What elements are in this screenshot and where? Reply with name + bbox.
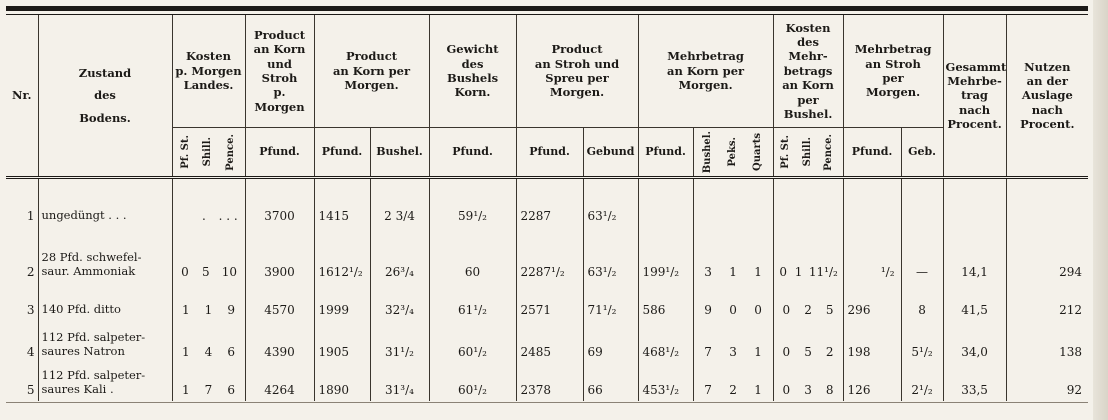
cell-kosten-pence: 10 (221, 265, 238, 279)
subheader-ms-pfund: Pfund. (843, 128, 901, 178)
header-ps-line2: an Stroh und (534, 56, 620, 71)
cell-km-pfst: 0 (779, 265, 788, 279)
cell-nr: 4 (26, 345, 35, 359)
cell-condition (38, 283, 172, 321)
header-gew-line1: Gewicht (446, 42, 499, 57)
cell-gesammt: 14,1 (943, 227, 1006, 283)
cell-condition-line: saur. Ammoniak (41, 264, 136, 279)
cell-nutzen: 138 (1006, 321, 1088, 363)
header-gewicht (429, 15, 516, 128)
cell-condition (38, 178, 172, 228)
cell-mk-bushel: 3 (704, 265, 712, 279)
cell-nr: 3 (26, 303, 35, 317)
bottom-rule (6, 402, 1088, 403)
cell-nr: 2 (26, 265, 35, 279)
cell-mehr-stroh-geb: 2¹/₂ (901, 363, 943, 401)
header-ges-line1: Gesammt (945, 59, 1007, 74)
cell-km-pence: 5 (825, 303, 834, 317)
cell-condition-line: 112 Pfd. salpeter- (41, 330, 146, 345)
header-pk-line1: Product (345, 49, 398, 64)
cell-mehr-stroh-geb: 5¹/₂ (901, 321, 943, 363)
header-ms-line3: per (882, 71, 904, 85)
header-nr: Nr. (6, 15, 38, 178)
cell-gewicht: 59¹/₂ (429, 178, 516, 228)
top-thick-rule (6, 6, 1088, 11)
header-pks-line1: Product (253, 27, 306, 42)
cell-condition-line: 28 Pfd. schwefel- (41, 250, 142, 265)
header-product-stroh (516, 15, 638, 128)
cell-kosten-shill: 1 (204, 303, 213, 317)
header-gew-line2: des (461, 56, 484, 71)
cell-kosten (172, 227, 245, 283)
cell-mehr-korn-pfund: 199¹/₂ (638, 227, 693, 283)
cell-mehr-korn-units (693, 283, 773, 321)
subheader-gew-pfund: Pfund. (429, 128, 516, 178)
cell-mk-quarts: 0 (754, 303, 762, 317)
header-pks-line4: p. Morgen (254, 85, 305, 114)
header-ms-line1: Mehrbetrag (854, 42, 932, 57)
header-km-line3: betrags (783, 63, 833, 78)
subheader-mk-bushel: Bushel. (701, 130, 713, 174)
cell-kosten-pence: . . . (218, 209, 238, 223)
header-mk-line2: an Korn per (667, 63, 745, 78)
subheader-pks-pfund: Pfund. (245, 128, 314, 178)
cell-gesammt: 41,5 (943, 283, 1006, 321)
cell-gewicht: 61¹/₂ (429, 283, 516, 321)
cell-mehr-stroh-pfund: ¹/₂ (843, 227, 901, 283)
header-mehrbetrag-stroh (843, 15, 943, 128)
cell-condition-line: saures Natron (41, 344, 125, 359)
cell-product-korn-bushel: 31³/₄ (370, 363, 429, 401)
cell-mehr-korn-pfund (638, 178, 693, 228)
cell-product-korn-stroh: 4390 (245, 321, 314, 363)
cell-km-pfst: 0 (782, 383, 791, 397)
subheader-km-pfst: Pf. St. (780, 135, 792, 169)
cell-mehr-korn-units (693, 363, 773, 401)
cell-gewicht: 60¹/₂ (429, 321, 516, 363)
cell-mehr-stroh-geb: — (901, 227, 943, 283)
cell-condition (38, 321, 172, 363)
cell-nr: 1 (26, 209, 35, 223)
subheader-mk-pfund: Pfund. (638, 128, 693, 178)
header-zustand (38, 15, 172, 178)
book-spine-edge (1093, 0, 1108, 420)
header-gesammt (943, 15, 1006, 178)
cell-product-korn-bushel: 2 3/4 (370, 178, 429, 228)
cell-product-korn-pfund: 1999 (314, 283, 370, 321)
cell-mehr-stroh-pfund: 126 (843, 363, 901, 401)
cell-km-shill: 2 (804, 303, 812, 317)
cell-condition-line: 112 Pfd. salpeter- (41, 368, 146, 383)
cell-product-korn-pfund: 1905 (314, 321, 370, 363)
cell-mk-peks: 1 (729, 265, 737, 279)
header-nutzen (1006, 15, 1088, 178)
header-nutz-line5: Procent. (1020, 117, 1075, 132)
subheader-kosten-units (172, 128, 245, 178)
cell-kosten-pence: 6 (227, 383, 235, 397)
cell-mehr-korn-units (693, 227, 773, 283)
subheader-pk-pfund: Pfund. (314, 128, 370, 178)
header-km-line2: Mehr- (788, 49, 828, 64)
cell-condition (38, 363, 172, 401)
cell-km-pfst: 0 (782, 345, 791, 359)
cell-product-stroh-pfund: 2485 (516, 321, 583, 363)
subheader-mk-units (693, 128, 773, 178)
subheader-km-units (773, 128, 843, 178)
table-row (6, 283, 1088, 321)
header-km-line4: an Korn (782, 78, 834, 93)
subheader-kosten-pence: Pence. (224, 133, 236, 171)
subheader-ps-gebund: Gebund (583, 128, 638, 178)
header-ges-line2: Mehrbe- (947, 73, 1002, 88)
cell-gewicht: 60¹/₂ (429, 363, 516, 401)
subheader-kosten-pfst: Pf. St. (179, 135, 191, 169)
cell-km-shill: 5 (804, 345, 812, 359)
cell-kosten-pfst: 1 (182, 345, 190, 359)
header-km-line6: Bushel. (783, 106, 833, 121)
cell-km-pence: 11¹/₂ (808, 265, 838, 279)
subheader-kosten-shill: Shill. (202, 137, 214, 167)
cell-mehr-stroh-pfund: 296 (843, 283, 901, 321)
cell-product-stroh-pfund: 2571 (516, 283, 583, 321)
cell-product-stroh-pfund: 2287 (516, 178, 583, 228)
cell-product-stroh-gebund: 63¹/₂ (583, 227, 638, 283)
header-kosten-line3: Landes. (183, 78, 234, 93)
header-kosten (172, 15, 245, 128)
cell-product-stroh-gebund: 69 (583, 321, 638, 363)
cell-mk-peks: 2 (729, 383, 737, 397)
cell-mehr-korn-units (693, 178, 773, 228)
cell-kosten-mehr (773, 283, 843, 321)
header-mehrbetrag-korn (638, 15, 773, 128)
cell-product-korn-pfund: 1415 (314, 178, 370, 228)
header-ges-line3: trag (961, 88, 988, 103)
cell-mk-quarts: 1 (754, 345, 762, 359)
header-product-korn (314, 15, 429, 128)
cell-kosten-mehr (773, 363, 843, 401)
cell-gesammt: 34,0 (943, 321, 1006, 363)
cell-mehr-stroh-geb: 8 (901, 283, 943, 321)
cell-mehr-stroh-geb (901, 178, 943, 228)
header-ps-line3: Spreu per (545, 71, 609, 85)
cell-product-stroh-gebund: 63¹/₂ (583, 178, 638, 228)
cell-product-korn-stroh: 4570 (245, 283, 314, 321)
table-row (6, 321, 1088, 363)
header-ms-line4: Morgen. (865, 85, 921, 100)
subheader-km-shill: Shill. (801, 137, 813, 167)
cell-kosten-shill: . (202, 209, 206, 223)
table-row (6, 227, 1088, 283)
header-pks-line2: an Korn (253, 42, 306, 57)
cell-km-shill: 1 (794, 265, 803, 279)
header-nutz-line1: Nutzen (1024, 59, 1071, 74)
cell-condition (38, 227, 172, 283)
cell-product-stroh-gebund: 66 (583, 363, 638, 401)
cell-gewicht: 60 (429, 227, 516, 283)
header-nutz-line2: an der (1026, 73, 1068, 88)
cell-kosten-shill: 4 (204, 345, 213, 359)
cell-kosten-pfst (179, 209, 189, 223)
cell-kosten-shill: 5 (202, 265, 210, 279)
cell-mk-bushel: 9 (704, 303, 712, 317)
subheader-mk-quarts: Quarts (751, 133, 763, 171)
header-pks-line3: und Stroh (261, 56, 298, 85)
subheader-pk-bushel: Bushel. (370, 128, 429, 178)
cell-mk-peks: 0 (729, 303, 737, 317)
cell-product-korn-bushel: 26³/₄ (370, 227, 429, 283)
cell-km-pence: 8 (825, 383, 834, 397)
subheader-km-pence: Pence. (823, 133, 835, 171)
cell-product-korn-pfund: 1612¹/₂ (314, 227, 370, 283)
fertilizer-yield-table (6, 15, 1088, 401)
cell-kosten-mehr (773, 178, 843, 228)
cell-mehr-korn-units (693, 321, 773, 363)
cell-mk-bushel: 7 (704, 345, 712, 359)
header-product-korn-stroh (245, 15, 314, 128)
header-gew-line3: Bushels (446, 71, 499, 85)
header-ms-line2: an Stroh (865, 56, 921, 71)
cell-kosten (172, 321, 245, 363)
cell-product-korn-bushel: 32³/₄ (370, 283, 429, 321)
cell-kosten (172, 363, 245, 401)
subheader-mk-peks: Peks. (726, 137, 738, 167)
cell-gesammt: 33,5 (943, 363, 1006, 401)
header-kosten-line2: p. Morgen (175, 63, 242, 78)
cell-condition-line: 140 Pfd. ditto (41, 302, 121, 317)
table-row (6, 363, 1088, 401)
cell-nutzen: 294 (1006, 227, 1088, 283)
header-kosten-mehrbetrag (773, 15, 843, 128)
cell-kosten (172, 283, 245, 321)
cell-nutzen (1006, 178, 1088, 228)
cell-mehr-korn-pfund: 468¹/₂ (638, 321, 693, 363)
cell-kosten-mehr (773, 321, 843, 363)
cell-kosten-shill: 7 (204, 383, 213, 397)
cell-mehr-stroh-pfund: 198 (843, 321, 901, 363)
cell-mk-bushel: 7 (704, 383, 712, 397)
cell-condition-line: saures Kali . (41, 382, 114, 397)
header-pk-line2: an Korn per (332, 63, 411, 78)
cell-kosten-pfst: 1 (182, 383, 190, 397)
cell-mk-quarts: 1 (754, 383, 762, 397)
cell-km-pfst: 0 (782, 303, 791, 317)
header-km-line5: per (797, 92, 819, 107)
cell-kosten-mehr (773, 227, 843, 283)
cell-kosten-pfst: 1 (182, 303, 190, 317)
header-pk-line3: Morgen. (344, 78, 399, 93)
cell-kosten-pence: 6 (227, 345, 235, 359)
header-ps-line1: Product (551, 42, 603, 57)
cell-product-stroh-pfund: 2378 (516, 363, 583, 401)
cell-product-korn-bushel: 31¹/₂ (370, 321, 429, 363)
cell-mehr-stroh-pfund (843, 178, 901, 228)
cell-kosten (172, 178, 245, 228)
header-zustand-line3: Bodens. (79, 110, 131, 125)
cell-mk-peks: 3 (729, 345, 737, 359)
cell-kosten-pence: 9 (227, 303, 235, 317)
cell-product-stroh-pfund: 2287¹/₂ (516, 227, 583, 283)
cell-mk-quarts: 1 (754, 265, 762, 279)
cell-nr: 5 (26, 383, 35, 397)
subheader-ms-geb: Geb. (901, 128, 943, 178)
header-zustand-line2: des (94, 88, 116, 103)
table-row (6, 178, 1088, 228)
header-ges-line5: Procent. (947, 117, 1002, 132)
cell-product-korn-stroh: 3700 (245, 178, 314, 228)
header-gew-line4: Korn. (454, 85, 491, 100)
header-nutz-line4: nach (1031, 102, 1063, 117)
header-ps-line4: Morgen. (549, 85, 605, 100)
header-kosten-line1: Kosten (186, 49, 231, 64)
cell-km-pence: 2 (825, 345, 834, 359)
cell-nutzen: 212 (1006, 283, 1088, 321)
cell-condition-line: ungedüngt . . . (41, 208, 127, 223)
header-km-line1: Kosten des (785, 20, 831, 50)
cell-km-shill: 3 (804, 383, 812, 397)
cell-mehr-korn-pfund: 453¹/₂ (638, 363, 693, 401)
cell-kosten-pfst: 0 (181, 265, 189, 279)
cell-product-korn-stroh: 3900 (245, 227, 314, 283)
header-zustand-line1: Zustand (78, 65, 132, 80)
header-mk-line3: Morgen. (678, 78, 733, 93)
header-mk-line1: Mehrbetrag (667, 49, 744, 64)
cell-product-korn-pfund: 1890 (314, 363, 370, 401)
cell-product-korn-stroh: 4264 (245, 363, 314, 401)
cell-gesammt (943, 178, 1006, 228)
header-nutz-line3: Auslage (1021, 88, 1073, 103)
cell-product-stroh-gebund: 71¹/₂ (583, 283, 638, 321)
cell-nutzen: 92 (1006, 363, 1088, 401)
subheader-ps-pfund: Pfund. (516, 128, 583, 178)
header-ges-line4: nach (958, 102, 991, 117)
cell-mehr-korn-pfund: 586 (638, 283, 693, 321)
